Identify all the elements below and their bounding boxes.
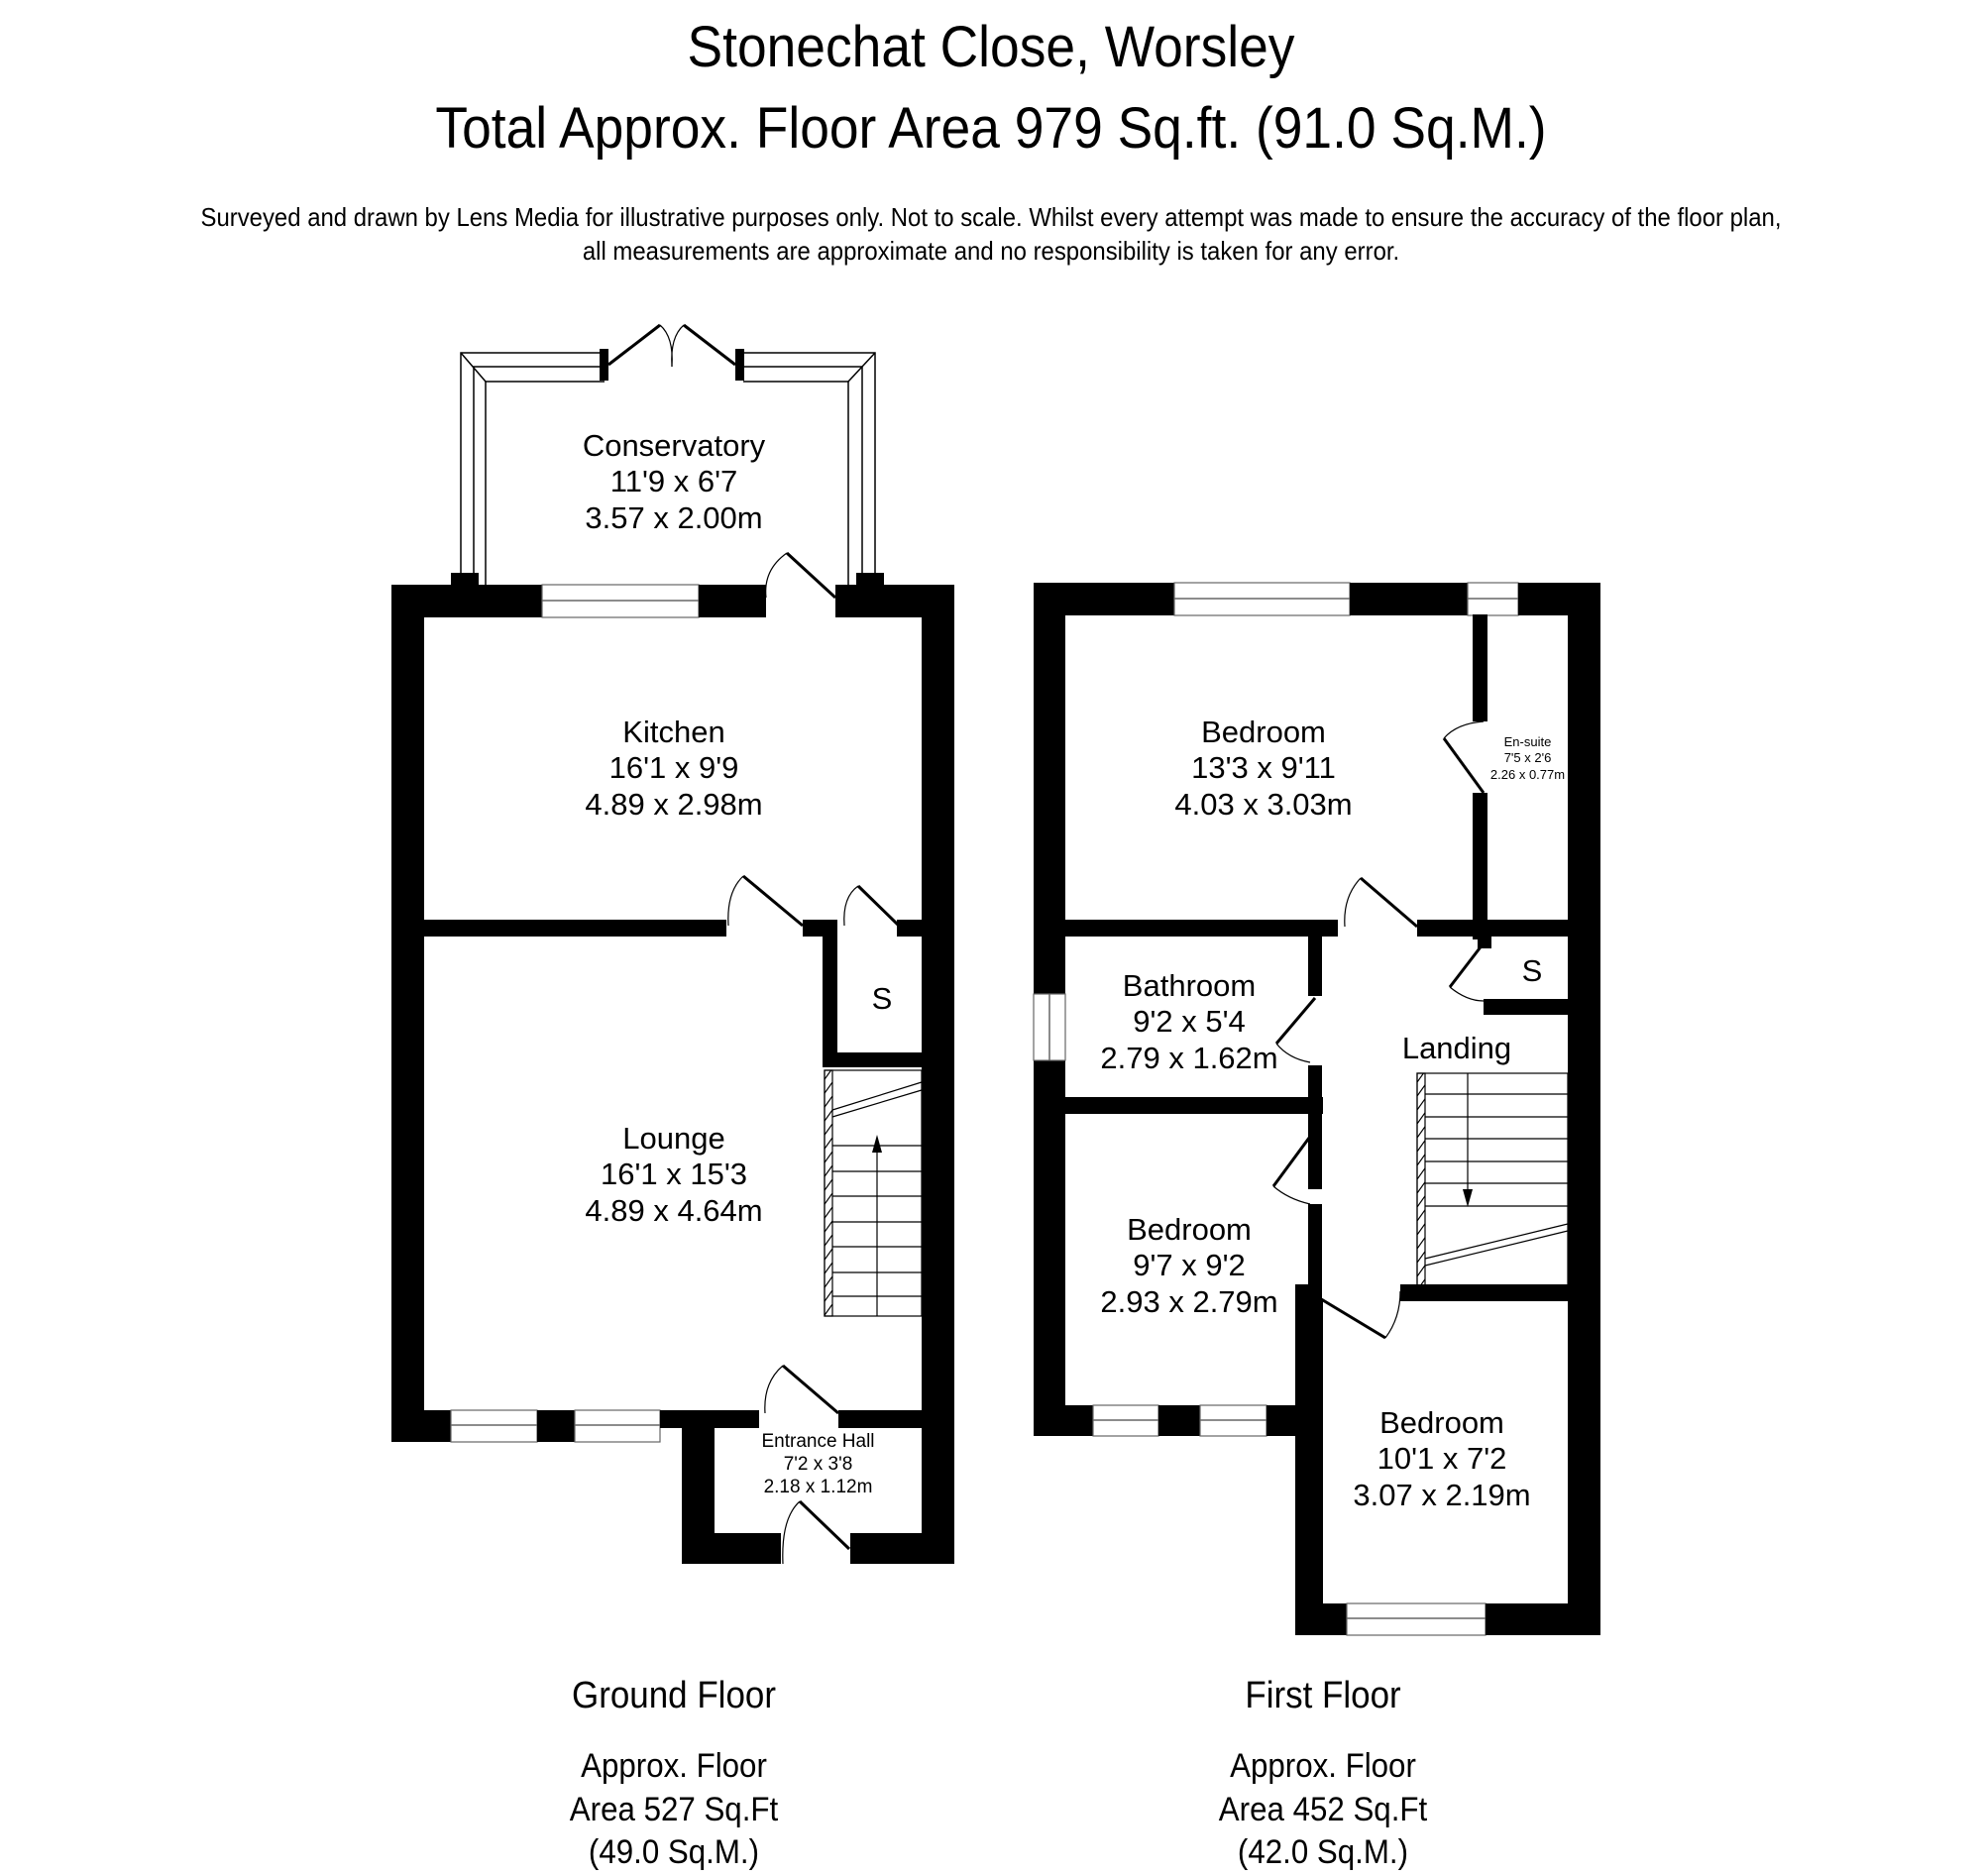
window [1347, 1603, 1486, 1635]
room-bedroom-2 [1085, 1212, 1293, 1320]
floor-area-line-3: (42.0 Sq.M.) [1237, 1833, 1409, 1872]
floor-area-line-3: (49.0 Sq.M.) [588, 1833, 760, 1872]
door-icon [1444, 721, 1484, 793]
floor-area-line-2: Area 452 Sq.Ft [1218, 1790, 1428, 1828]
floor-name: Ground Floor [572, 1675, 776, 1716]
room-dimensions-imperial: 10'1 x 7'2 [1376, 1441, 1507, 1477]
room-landing [1387, 1031, 1526, 1066]
room-name: Bedroom [1201, 715, 1326, 749]
staircase [825, 1070, 922, 1316]
room-dimensions-metric: 3.57 x 2.00m [585, 499, 763, 535]
door-icon [728, 876, 803, 926]
room-dimensions-imperial: 7'5 x 2'6 [1503, 750, 1552, 766]
room-dimensions-imperial: 9'2 x 5'4 [1133, 1004, 1246, 1040]
door-icon [1450, 944, 1484, 1001]
front-door-icon [783, 1501, 849, 1564]
room-dimensions-metric: 2.93 x 2.79m [1100, 1283, 1278, 1319]
door-icon [766, 553, 835, 598]
room-dimensions-imperial: 9'7 x 9'2 [1133, 1248, 1246, 1283]
room-dimensions-metric: 2.79 x 1.62m [1100, 1040, 1278, 1075]
room-storage [1502, 953, 1562, 989]
room-ensuite [1487, 734, 1568, 783]
room-dimensions-imperial: 11'9 x 6'7 [609, 464, 738, 499]
disclaimer-line-1: Surveyed and drawn by Lens Media for illustrative purposes only. Not to scale. Whilst every attempt was made to ensure the accuracy of the floor plan, [200, 202, 1782, 232]
room-entrance-hall [715, 1431, 922, 1498]
window [451, 1410, 537, 1442]
room-dimensions-imperial: 16'1 x 15'3 [600, 1157, 747, 1192]
plan-title: Stonechat Close, Worsley [687, 15, 1295, 79]
room-dimensions-metric: 2.26 x 0.77m [1489, 766, 1566, 782]
floor-area-line-1: Approx. Floor [581, 1747, 767, 1785]
ground-floor-caption [525, 1675, 823, 1875]
room-dimensions-metric: 4.89 x 4.64m [585, 1192, 763, 1228]
door-icon [1345, 878, 1417, 927]
room-name: S [1521, 953, 1543, 988]
room-name: Entrance Hall [761, 1431, 875, 1452]
room-kitchen [575, 715, 773, 823]
room-name: Bathroom [1122, 968, 1257, 1003]
room-dimensions-metric: 3.07 x 2.19m [1353, 1477, 1531, 1512]
room-name: Landing [1401, 1031, 1512, 1065]
room-bathroom [1085, 968, 1293, 1076]
room-name: Bedroom [1379, 1405, 1504, 1440]
room-storage [852, 981, 912, 1017]
floor-area-line-2: Area 527 Sq.Ft [569, 1790, 779, 1828]
total-floor-area: Total Approx. Floor Area 979 Sq.ft. (91.0 Sq.M.) [435, 96, 1547, 161]
room-dimensions-metric: 2.18 x 1.12m [763, 1476, 873, 1497]
room-name: Lounge [622, 1121, 725, 1156]
door-jamb [735, 349, 744, 381]
room-name: Bedroom [1127, 1212, 1252, 1247]
disclaimer-line-2: all measurements are approximate and no responsibility is taken for any error. [582, 236, 1400, 266]
room-dimensions-imperial: 16'1 x 9'9 [608, 750, 739, 786]
room-dimensions-imperial: 13'3 x 9'11 [1191, 750, 1336, 786]
wall [391, 585, 424, 1442]
room-name: S [871, 981, 893, 1016]
room-lounge [575, 1121, 773, 1229]
room-dimensions-metric: 4.89 x 2.98m [585, 786, 763, 822]
room-name: Kitchen [622, 715, 725, 749]
floor-area-line-1: Approx. Floor [1230, 1747, 1416, 1785]
room-bedroom-3 [1338, 1405, 1546, 1513]
room-dimensions-imperial: 7'2 x 3'8 [783, 1453, 853, 1475]
room-dimensions-metric: 4.03 x 3.03m [1174, 786, 1353, 822]
french-door-icon [608, 325, 735, 367]
room-bedroom-1 [1159, 715, 1368, 823]
room-name: Conservatory [582, 428, 766, 463]
door-icon [844, 886, 899, 926]
door-jamb [600, 349, 608, 381]
door-icon [765, 1366, 838, 1413]
room-name: En-suite [1503, 734, 1552, 749]
first-floor-caption [1174, 1675, 1472, 1875]
window [575, 1410, 660, 1442]
floor-name: First Floor [1245, 1675, 1401, 1716]
room-conservatory [575, 428, 773, 536]
staircase [1417, 1073, 1568, 1286]
